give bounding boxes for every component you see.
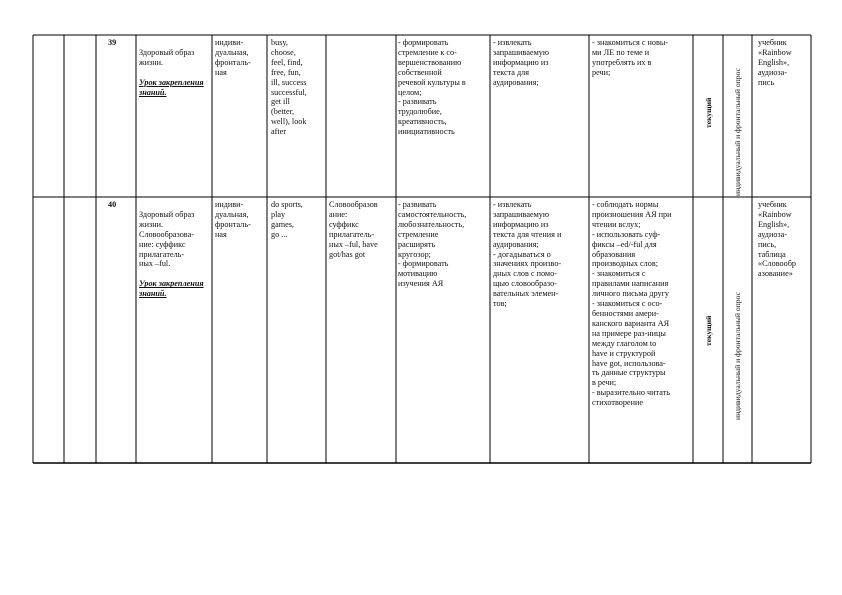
row-2-meta-results: - извлекать запрашиваемую информацию из текста для чтения и аудирования; - догадываться о значениях произво- дных слов с помо- щью словообразо- вательных элемен- тов;: [493, 200, 562, 309]
row-2-vocabulary: do sports, play games, go ...: [271, 200, 303, 239]
row-1-subject-results: - знакомиться с новы- ми ЛЕ по теме и употреблять их в речи;: [592, 38, 669, 77]
row-1-lesson-number: 39: [108, 38, 117, 47]
row-1-topic: Здоровый образ жизни.: [139, 47, 195, 67]
row-2-lesson-type: Урок закрепления знаний.: [139, 279, 204, 299]
row-1-personal-results: - формировать стремление к со- вершенствованию собственной речевой культуры в целом; - развивать трудолюбие, креативность, инициативность: [398, 38, 466, 137]
row-1-resources: учебник «Rainbow English», аудиоза- пись: [758, 38, 792, 87]
row-2-subject-results: - соблюдать нормы произношения АЯ при чтении вслух; - использовать суф- фиксы –ed/-ful для образования производных слов; - знакомиться с правилами написания личного письма другу - знакомиться с осо- бенностями амери- канского варианта АЯ на примере раз-ницы между глаголом to have и структурой have got, использова- ть данные структуры в речи; - выразительно читать стихотворение: [592, 200, 672, 408]
row-2-control-form: индивидуальный и фронтальный опрос: [733, 292, 742, 420]
row-2-control-type: текущий: [704, 315, 713, 346]
row-2-topic: Здоровый образ жизни. Словообразова- ние: суффикс прилагатель- ных –ful.: [139, 209, 195, 269]
row-2-work-form: индиви- дуальная, фронталь- ная: [215, 200, 251, 239]
row-1-control-form: индивидуальный и фронтальный опрос: [733, 68, 742, 196]
row-2-grammar: Словообразов ание: суффикс прилагатель- ных –ful, have got/has got: [329, 200, 378, 259]
row-2-lesson-number: 40: [108, 200, 117, 209]
row-2-personal-results: - развивать самостоятельность, любознательность, стремление расширять кругозор; - формировать мотивацию изучения АЯ: [398, 200, 467, 289]
row-2-topic-cell: [139, 200, 211, 309]
row-1-topic-cell: [139, 38, 211, 107]
row-1-work-form: индиви- дуальная, фронталь- ная: [215, 38, 251, 77]
row-1-control-type: текущий: [704, 97, 713, 128]
row-2-resources: учебник «Rainbow English», аудиоза- пись, таблица «Словообр азование»: [758, 200, 796, 279]
row-1-vocabulary: busy, choose, feel, find, free, fun, ill, success successful, get ill (better, well), look after: [271, 38, 307, 137]
row-1-lesson-type: Урок закрепления знаний.: [139, 77, 204, 97]
row-1-meta-results: - извлекать запрашиваемую информацию из текста для аудирования;: [493, 38, 549, 87]
